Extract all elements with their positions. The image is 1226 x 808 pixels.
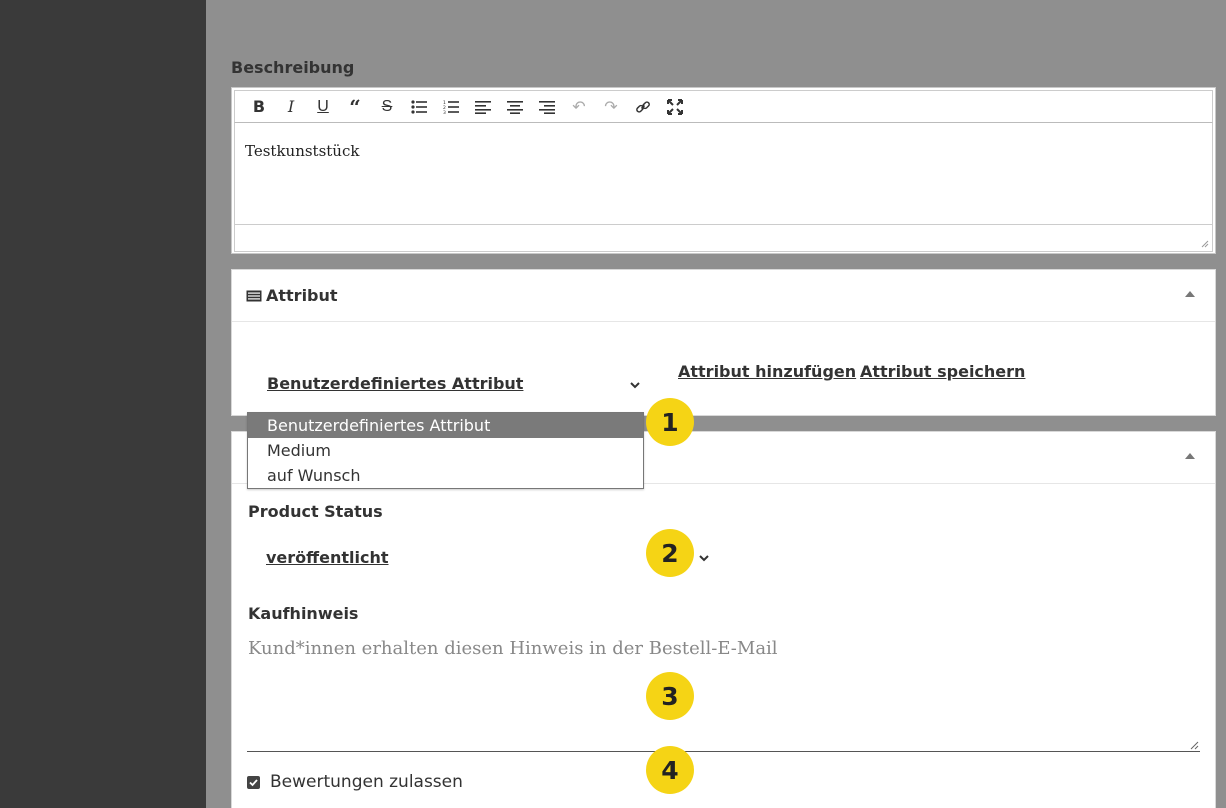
collapse-caret-icon[interactable] <box>1185 453 1195 459</box>
attribute-dropdown-list <box>247 412 644 489</box>
align-center-icon[interactable] <box>499 94 531 120</box>
product-status-label: Product Status <box>248 502 383 521</box>
undo-icon[interactable]: ↶ <box>572 98 586 116</box>
description-label: Beschreibung <box>231 58 355 77</box>
step-badge-3: 3 <box>646 672 694 720</box>
dropdown-option[interactable]: auf Wunsch <box>267 466 361 485</box>
purchase-note-label: Kaufhinweis <box>248 604 359 623</box>
chevron-down-icon[interactable] <box>629 381 641 389</box>
align-right-icon[interactable] <box>531 94 563 120</box>
dropdown-option[interactable]: Benutzerdefiniertes Attribut <box>248 413 643 438</box>
attribute-type-select[interactable]: Benutzerdefiniertes Attribut <box>267 374 524 393</box>
align-left-icon[interactable] <box>467 94 499 120</box>
underline-icon[interactable]: U <box>317 97 329 115</box>
textarea-border <box>247 751 1200 752</box>
link-icon[interactable] <box>627 94 659 120</box>
strikethrough-icon[interactable]: S <box>381 97 393 115</box>
editor-content[interactable] <box>234 123 1213 224</box>
step-badge-1: 1 <box>646 398 694 446</box>
dropdown-option[interactable]: Medium <box>267 441 331 460</box>
reviews-label: Bewertungen zulassen <box>270 772 463 792</box>
attribute-panel-header[interactable] <box>232 270 1215 322</box>
add-attribute-link[interactable]: Attribut hinzufügen <box>678 362 857 381</box>
resize-grip-icon[interactable] <box>1189 740 1199 750</box>
quote-icon[interactable]: “ <box>349 94 361 119</box>
save-attribute-link[interactable]: Attribut speichern <box>860 362 1026 381</box>
numbered-list-icon[interactable] <box>435 94 467 120</box>
purchase-note-textarea[interactable]: Kund*innen erhalten diesen Hinweis in der Bestell-E-Mail <box>248 638 778 659</box>
editor-text: Testkunststück <box>245 142 360 160</box>
chevron-down-icon[interactable] <box>698 554 710 562</box>
editor-statusbar <box>234 224 1213 252</box>
svg-text:2: 2 <box>443 105 446 111</box>
list-table-icon <box>246 290 262 302</box>
attribute-panel-title <box>246 286 338 305</box>
resize-grip-icon[interactable] <box>1199 238 1209 248</box>
bold-icon[interactable]: B <box>252 97 266 116</box>
product-status-select[interactable]: veröffentlicht <box>266 548 389 567</box>
collapse-caret-icon[interactable] <box>1185 291 1195 297</box>
description-editor <box>231 87 1216 254</box>
redo-icon[interactable]: ↷ <box>604 98 618 116</box>
svg-text:3: 3 <box>443 110 446 114</box>
checkmark-icon <box>247 776 260 789</box>
step-badge-2: 2 <box>646 529 694 577</box>
italic-icon[interactable]: I <box>287 97 295 116</box>
attribute-title-text: Attribut <box>266 286 338 305</box>
step-badge-4: 4 <box>646 746 694 794</box>
editor-toolbar <box>234 90 1213 123</box>
admin-sidebar <box>0 0 206 808</box>
reviews-checkbox[interactable] <box>247 776 260 789</box>
svg-text:1: 1 <box>443 100 446 106</box>
attribute-panel <box>231 269 1216 416</box>
fullscreen-icon[interactable] <box>659 94 691 120</box>
bullet-list-icon[interactable] <box>403 94 435 120</box>
